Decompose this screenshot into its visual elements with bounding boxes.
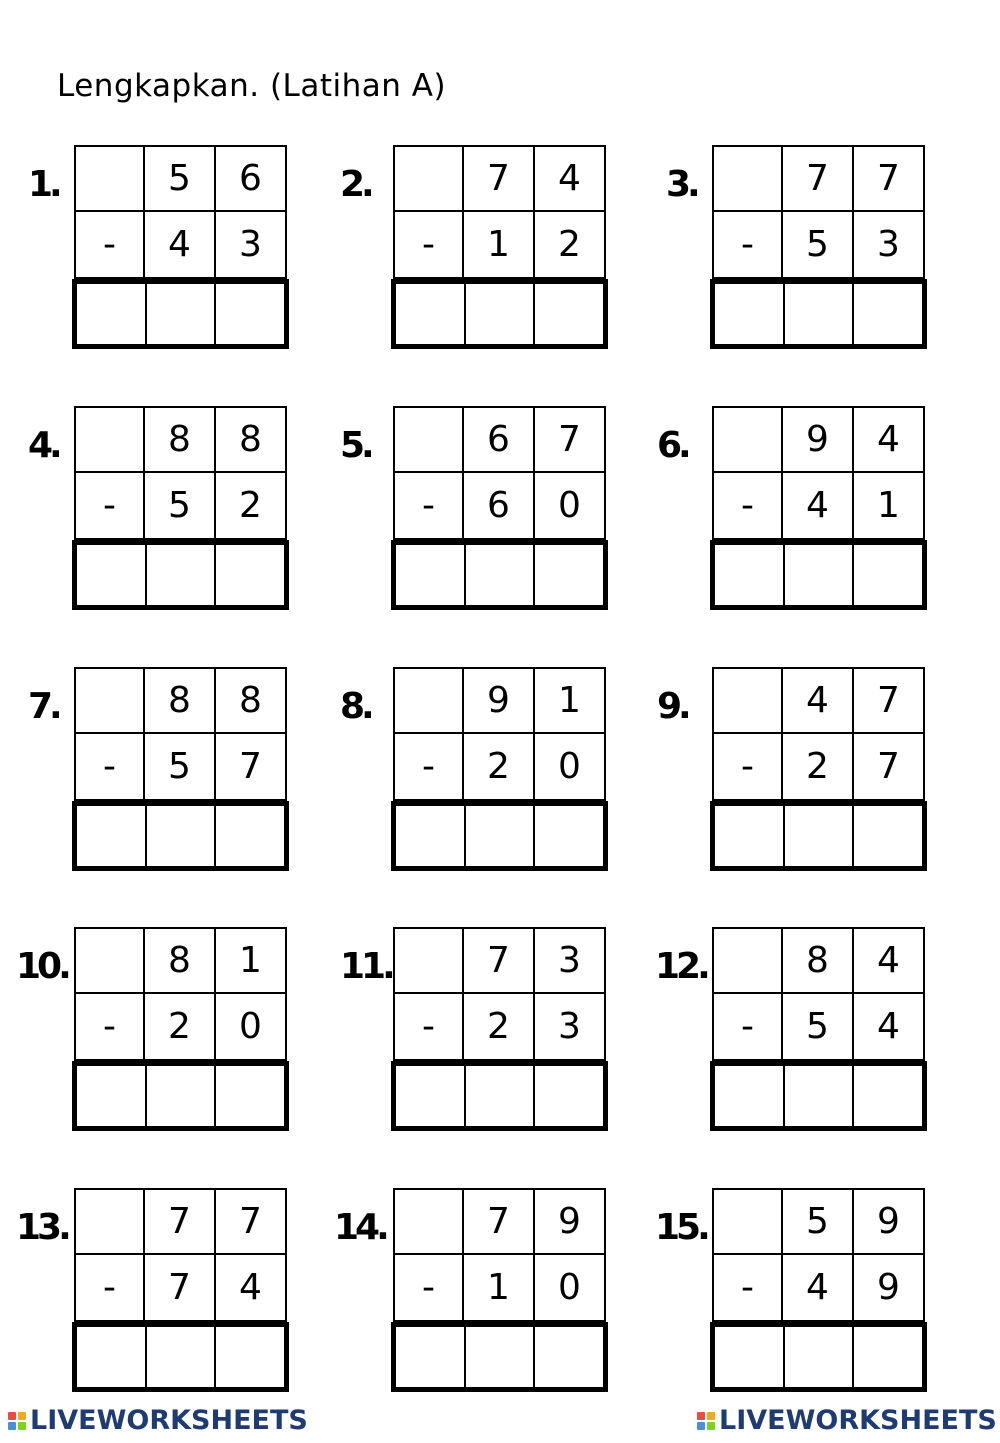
digit-cell: 7	[464, 1188, 535, 1255]
minus-sign: -	[74, 994, 145, 1061]
answer-row	[391, 279, 608, 349]
minus-sign: -	[712, 734, 783, 801]
minus-sign: -	[712, 212, 783, 279]
digit-cell: 7	[854, 734, 925, 801]
digit-cell: 7	[145, 1255, 216, 1322]
digit-cell: 5	[145, 473, 216, 540]
answer-row	[72, 279, 289, 349]
minus-sign: -	[74, 734, 145, 801]
subtraction-grid	[712, 1188, 925, 1392]
subtraction-grid	[393, 1188, 606, 1392]
digit-cell: 7	[535, 406, 606, 473]
problem-number: 8.	[340, 686, 371, 727]
answer-row	[391, 1322, 608, 1392]
minus-sign: -	[393, 212, 464, 279]
digit-cell: 4	[854, 406, 925, 473]
answer-input-cell[interactable]	[535, 545, 603, 605]
minuend-row	[712, 667, 925, 734]
subtraction-grid	[74, 406, 287, 610]
problem-number: 13.	[16, 1207, 68, 1248]
subtraction-grid	[712, 145, 925, 349]
answer-row	[391, 540, 608, 610]
answer-row	[710, 1061, 927, 1131]
subtrahend-row	[712, 473, 925, 540]
minuend-row	[393, 406, 606, 473]
answer-row	[710, 540, 927, 610]
minuend-row	[393, 667, 606, 734]
digit-cell: 4	[535, 145, 606, 212]
digit-cell: 8	[216, 667, 287, 734]
answer-input-cell[interactable]	[147, 1066, 217, 1126]
answer-input-cell[interactable]	[216, 1066, 284, 1126]
digit-cell: 7	[216, 1188, 287, 1255]
digit-cell	[712, 406, 783, 473]
digit-cell: 2	[216, 473, 287, 540]
digit-cell: 7	[854, 145, 925, 212]
subtrahend-row	[712, 1255, 925, 1322]
footer-brand-text: LIVEWORKSHEETS	[30, 1405, 308, 1436]
digit-cell: 4	[216, 1255, 287, 1322]
subtrahend-row	[393, 734, 606, 801]
minuend-row	[712, 1188, 925, 1255]
digit-cell: 1	[216, 927, 287, 994]
digit-cell: 1	[854, 473, 925, 540]
answer-input-cell[interactable]	[785, 284, 855, 344]
answer-input-cell[interactable]	[77, 1327, 147, 1387]
digit-cell: 8	[145, 406, 216, 473]
answer-input-cell[interactable]	[396, 1327, 466, 1387]
answer-row	[391, 801, 608, 871]
digit-cell: 7	[854, 667, 925, 734]
answer-row	[391, 1061, 608, 1131]
subtrahend-row	[74, 734, 287, 801]
digit-cell: 0	[535, 1255, 606, 1322]
digit-cell: 3	[535, 927, 606, 994]
answer-input-cell[interactable]	[466, 284, 536, 344]
digit-cell	[74, 927, 145, 994]
problem-number: 10.	[16, 946, 68, 987]
minuend-row	[712, 927, 925, 994]
digit-cell: 3	[854, 212, 925, 279]
digit-cell	[74, 667, 145, 734]
digit-cell: 3	[216, 212, 287, 279]
digit-cell: 4	[783, 1255, 854, 1322]
subtraction-grid	[74, 1188, 287, 1392]
digit-cell: 2	[464, 734, 535, 801]
subtrahend-row	[393, 994, 606, 1061]
subtraction-grid	[712, 406, 925, 610]
subtraction-grid	[712, 927, 925, 1131]
answer-input-cell[interactable]	[77, 806, 147, 866]
answer-row	[710, 801, 927, 871]
subtraction-grid	[74, 145, 287, 349]
minus-sign: -	[74, 212, 145, 279]
digit-cell: 7	[464, 927, 535, 994]
problem-number: 14.	[334, 1207, 386, 1248]
minuend-row	[393, 1188, 606, 1255]
subtrahend-row	[712, 734, 925, 801]
problem-number: 11.	[340, 946, 392, 987]
footer-brand-right	[697, 1405, 997, 1436]
problem-number: 3.	[666, 164, 697, 205]
minus-sign: -	[393, 734, 464, 801]
answer-input-cell[interactable]	[396, 284, 466, 344]
answer-input-cell[interactable]	[216, 806, 284, 866]
digit-cell	[393, 145, 464, 212]
digit-cell: 8	[783, 927, 854, 994]
minuend-row	[712, 145, 925, 212]
answer-input-cell[interactable]	[396, 806, 466, 866]
digit-cell: 8	[216, 406, 287, 473]
digit-cell: 9	[535, 1188, 606, 1255]
digit-cell: 6	[216, 145, 287, 212]
subtrahend-row	[74, 473, 287, 540]
minus-sign: -	[712, 473, 783, 540]
digit-cell: 7	[783, 145, 854, 212]
digit-cell: 4	[854, 927, 925, 994]
subtrahend-row	[393, 1255, 606, 1322]
answer-input-cell[interactable]	[715, 545, 785, 605]
digit-cell	[74, 1188, 145, 1255]
subtrahend-row	[712, 212, 925, 279]
digit-cell	[393, 406, 464, 473]
subtraction-grid	[393, 406, 606, 610]
digit-cell: 1	[464, 212, 535, 279]
digit-cell: 2	[145, 994, 216, 1061]
digit-cell: 8	[145, 667, 216, 734]
minuend-row	[74, 667, 287, 734]
minuend-row	[74, 927, 287, 994]
answer-input-cell[interactable]	[147, 284, 217, 344]
digit-cell: 5	[783, 994, 854, 1061]
problem-number: 15.	[655, 1207, 707, 1248]
digit-cell	[74, 145, 145, 212]
digit-cell	[393, 667, 464, 734]
problem-number: 4.	[28, 425, 59, 466]
minuend-row	[74, 406, 287, 473]
subtrahend-row	[393, 473, 606, 540]
digit-cell	[712, 667, 783, 734]
minus-sign: -	[393, 994, 464, 1061]
answer-input-cell[interactable]	[77, 545, 147, 605]
subtraction-grid	[393, 927, 606, 1131]
worksheet-title: Lengkapkan. (Latihan A)	[57, 68, 447, 104]
subtrahend-row	[74, 994, 287, 1061]
subtraction-grid	[74, 927, 287, 1131]
answer-input-cell[interactable]	[785, 1066, 855, 1126]
answer-input-cell[interactable]	[396, 545, 466, 605]
digit-cell: 1	[464, 1255, 535, 1322]
liveworksheets-logo-icon	[697, 1412, 715, 1430]
answer-input-cell[interactable]	[854, 1327, 922, 1387]
answer-input-cell[interactable]	[216, 284, 284, 344]
answer-input-cell[interactable]	[854, 284, 922, 344]
digit-cell: 9	[854, 1255, 925, 1322]
problem-number: 1.	[28, 164, 59, 205]
digit-cell: 9	[783, 406, 854, 473]
answer-input-cell[interactable]	[77, 1066, 147, 1126]
subtrahend-row	[393, 212, 606, 279]
digit-cell: 3	[535, 994, 606, 1061]
digit-cell: 7	[145, 1188, 216, 1255]
digit-cell	[393, 927, 464, 994]
answer-input-cell[interactable]	[466, 1327, 536, 1387]
minuend-row	[74, 1188, 287, 1255]
answer-input-cell[interactable]	[785, 1327, 855, 1387]
answer-input-cell[interactable]	[715, 806, 785, 866]
answer-input-cell[interactable]	[147, 806, 217, 866]
answer-input-cell[interactable]	[147, 545, 217, 605]
minus-sign: -	[74, 473, 145, 540]
answer-input-cell[interactable]	[535, 1327, 603, 1387]
digit-cell: 7	[464, 145, 535, 212]
digit-cell: 4	[145, 212, 216, 279]
subtrahend-row	[74, 1255, 287, 1322]
minuend-row	[74, 145, 287, 212]
subtrahend-row	[74, 212, 287, 279]
digit-cell: 9	[464, 667, 535, 734]
answer-input-cell[interactable]	[785, 545, 855, 605]
minus-sign: -	[74, 1255, 145, 1322]
problem-number: 12.	[655, 946, 707, 987]
digit-cell: 2	[783, 734, 854, 801]
digit-cell: 7	[216, 734, 287, 801]
answer-row	[710, 1322, 927, 1392]
subtraction-grid	[712, 667, 925, 871]
minus-sign: -	[712, 1255, 783, 1322]
minus-sign: -	[393, 1255, 464, 1322]
minuend-row	[393, 145, 606, 212]
problem-number: 2.	[340, 164, 371, 205]
minus-sign: -	[712, 994, 783, 1061]
answer-input-cell[interactable]	[535, 1066, 603, 1126]
answer-row	[72, 1061, 289, 1131]
answer-input-cell[interactable]	[466, 806, 536, 866]
digit-cell: 0	[535, 473, 606, 540]
digit-cell	[74, 406, 145, 473]
problem-number: 6.	[657, 425, 688, 466]
footer-brand-text: LIVEWORKSHEETS	[719, 1405, 997, 1436]
digit-cell: 9	[854, 1188, 925, 1255]
digit-cell	[712, 1188, 783, 1255]
answer-input-cell[interactable]	[216, 545, 284, 605]
digit-cell: 0	[216, 994, 287, 1061]
digit-cell: 5	[783, 1188, 854, 1255]
digit-cell: 6	[464, 473, 535, 540]
answer-row	[72, 1322, 289, 1392]
digit-cell: 4	[783, 473, 854, 540]
answer-input-cell[interactable]	[854, 1066, 922, 1126]
problem-number: 5.	[340, 425, 371, 466]
digit-cell: 0	[535, 734, 606, 801]
subtraction-grid	[393, 667, 606, 871]
answer-input-cell[interactable]	[715, 1066, 785, 1126]
problem-number: 7.	[28, 686, 59, 727]
answer-row	[72, 801, 289, 871]
digit-cell: 4	[854, 994, 925, 1061]
answer-input-cell[interactable]	[147, 1327, 217, 1387]
problem-number: 9.	[657, 686, 688, 727]
digit-cell: 6	[464, 406, 535, 473]
digit-cell	[712, 927, 783, 994]
minuend-row	[712, 406, 925, 473]
digit-cell: 5	[145, 145, 216, 212]
answer-input-cell[interactable]	[396, 1066, 466, 1126]
answer-input-cell[interactable]	[715, 1327, 785, 1387]
answer-input-cell[interactable]	[77, 284, 147, 344]
answer-input-cell[interactable]	[854, 806, 922, 866]
digit-cell: 2	[535, 212, 606, 279]
answer-row	[710, 279, 927, 349]
digit-cell: 4	[783, 667, 854, 734]
footer-brand-left	[8, 1405, 308, 1436]
answer-input-cell[interactable]	[785, 806, 855, 866]
subtraction-grid	[393, 145, 606, 349]
minuend-row	[393, 927, 606, 994]
digit-cell: 5	[145, 734, 216, 801]
answer-input-cell[interactable]	[466, 545, 536, 605]
subtraction-grid	[74, 667, 287, 871]
answer-input-cell[interactable]	[715, 284, 785, 344]
minus-sign: -	[393, 473, 464, 540]
answer-input-cell[interactable]	[216, 1327, 284, 1387]
answer-input-cell[interactable]	[854, 545, 922, 605]
subtrahend-row	[712, 994, 925, 1061]
answer-row	[72, 540, 289, 610]
digit-cell: 1	[535, 667, 606, 734]
answer-input-cell[interactable]	[535, 284, 603, 344]
digit-cell: 8	[145, 927, 216, 994]
digit-cell	[393, 1188, 464, 1255]
answer-input-cell[interactable]	[535, 806, 603, 866]
digit-cell: 5	[783, 212, 854, 279]
liveworksheets-logo-icon	[8, 1412, 26, 1430]
digit-cell	[712, 145, 783, 212]
answer-input-cell[interactable]	[466, 1066, 536, 1126]
digit-cell: 2	[464, 994, 535, 1061]
